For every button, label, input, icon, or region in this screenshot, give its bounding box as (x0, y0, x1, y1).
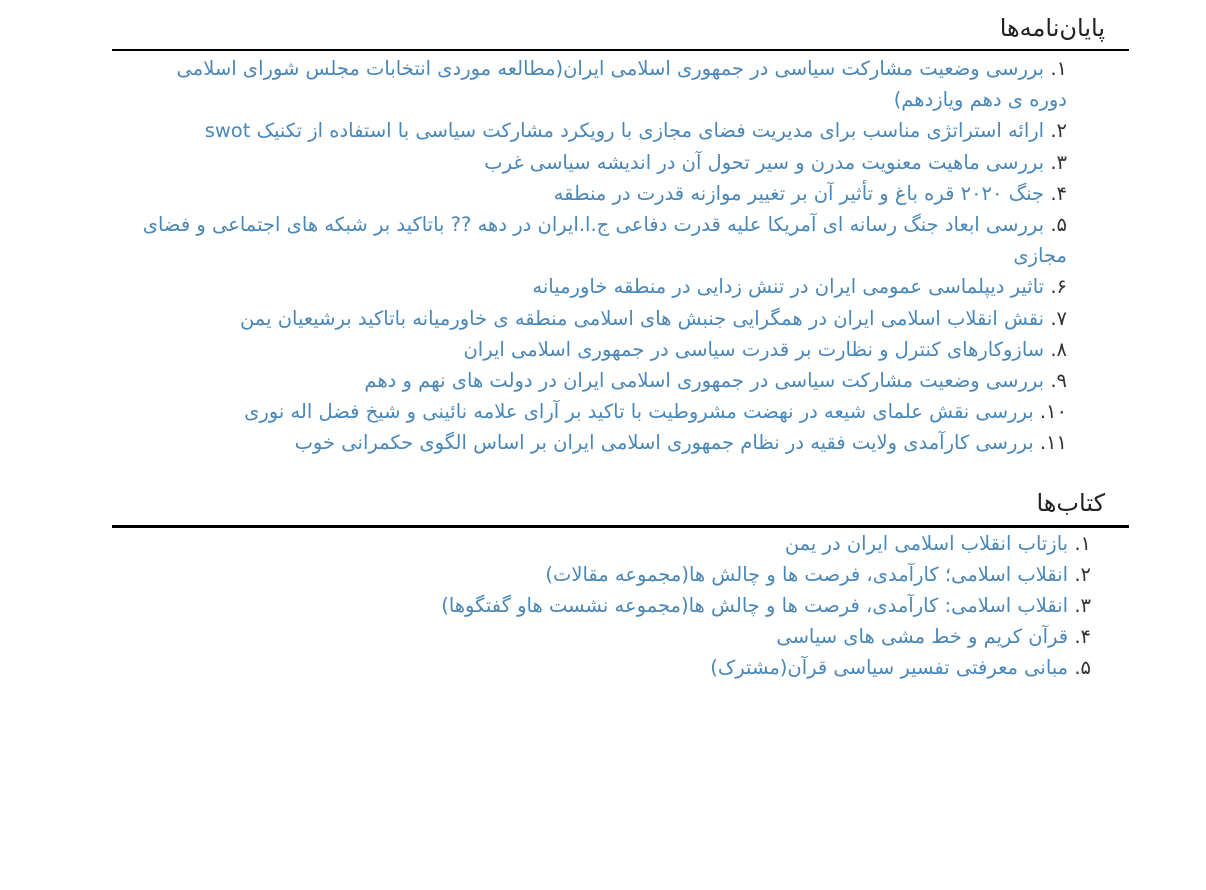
item-number: ۲. (1074, 562, 1091, 586)
item-number: ۱. (1050, 57, 1067, 80)
item-number: ۳. (1074, 594, 1091, 618)
thesis-link[interactable]: نقش انقلاب اسلامی ایران در همگرایی جنبش های اسلامی منطقه ی خاورمیانه باتاکید برشیعیان یمن (239, 306, 1045, 330)
list-item (140, 271, 1067, 302)
thesis-link[interactable]: بررسی وضعیت مشارکت سیاسی در جمهوری اسلامی ایران(مطالعه موردی انتخابات مجلس شورای اسلامی دوره ی دهم ویازدهم) (176, 57, 1067, 112)
list-item (140, 147, 1067, 178)
item-number: ۳. (1050, 150, 1067, 174)
theses-list (112, 51, 1129, 459)
list-item (140, 621, 1091, 652)
item-number: ۹. (1050, 369, 1067, 393)
list-item (140, 396, 1067, 427)
thesis-link[interactable]: تاثیر دیپلماسی عمومی ایران در تنش زدایی در منطقه خاورمیانه (532, 275, 1045, 299)
book-link[interactable]: بازتاب انقلاب اسلامی ایران در یمن (784, 531, 1069, 555)
item-number: ۱۰. (1039, 400, 1067, 424)
list-item (140, 652, 1091, 683)
list-item (140, 115, 1067, 146)
list-item (140, 590, 1091, 621)
thesis-link[interactable]: بررسی ابعاد جنگ رسانه ای آمریکا علیه قدرت دفاعی ج.ا.ایران در دهه ?? باتاکید بر شبکه های اجتماعی و فضای مجازی (142, 213, 1067, 268)
list-item (140, 209, 1067, 271)
book-link[interactable]: مبانی معرفتی تفسیر سیاسی قرآن(مشترک) (710, 656, 1069, 680)
item-number: ۸. (1050, 337, 1067, 361)
thesis-link[interactable]: ارائه استراتژی مناسب برای مدیریت فضای مجازی با رویکرد مشارکت سیاسی با استفاده از تکنیک swot (204, 119, 1045, 143)
theses-section-title: پایان‌نامه‌ها (112, 0, 1129, 51)
list-item (140, 528, 1091, 559)
list-item (140, 365, 1067, 396)
item-number: ۲. (1050, 119, 1067, 143)
item-number: ۷. (1050, 306, 1067, 330)
item-number: ۶. (1050, 275, 1067, 299)
list-item (140, 427, 1067, 458)
thesis-link[interactable]: بررسی وضعیت مشارکت سیاسی در جمهوری اسلامی ایران در دولت های نهم و دهم (364, 369, 1045, 393)
list-item (140, 559, 1091, 590)
item-number: ۱۱. (1039, 431, 1067, 455)
thesis-link[interactable]: جنگ ۲۰۲۰ قره باغ و تأثیر آن بر تغییر موازنه قدرت در منطقه (553, 181, 1045, 205)
item-number: ۱. (1074, 531, 1091, 555)
book-link[interactable]: انقلاب اسلامی: کارآمدی، فرصت ها و چالش ها(مجموعه نشست هاو گفتگوها) (441, 594, 1069, 618)
book-link[interactable]: قرآن کریم و خط مشی های سیاسی (776, 625, 1069, 649)
list-item (140, 303, 1067, 334)
list-item (140, 178, 1067, 209)
books-list (112, 528, 1129, 684)
thesis-link[interactable]: بررسی ماهیت معنویت مدرن و سیر تحول آن در اندیشه سیاسی غرب (484, 150, 1045, 174)
item-number: ۵. (1050, 213, 1067, 237)
thesis-link[interactable]: بررسی نقش علمای شیعه در نهضت مشروطیت با تاکید بر آرای علامه نائینی و شیخ فضل اله نوری (244, 400, 1034, 424)
item-number: ۴. (1050, 181, 1067, 205)
book-link[interactable]: انقلاب اسلامی؛ کارآمدی، فرصت ها و چالش ها(مجموعه مقالات) (545, 562, 1069, 586)
books-section-title: کتاب‌ها (112, 485, 1129, 528)
list-item (140, 334, 1067, 365)
publications-container (112, 0, 1129, 684)
thesis-link[interactable]: سازوکارهای کنترل و نظارت بر قدرت سیاسی در جمهوری اسلامی ایران (463, 337, 1045, 361)
item-number: ۵. (1074, 656, 1091, 680)
item-number: ۴. (1074, 625, 1091, 649)
thesis-link[interactable]: بررسی کارآمدی ولایت فقیه در نظام جمهوری اسلامی ایران بر اساس الگوی حکمرانی خوب (294, 431, 1034, 455)
list-item (140, 53, 1067, 115)
